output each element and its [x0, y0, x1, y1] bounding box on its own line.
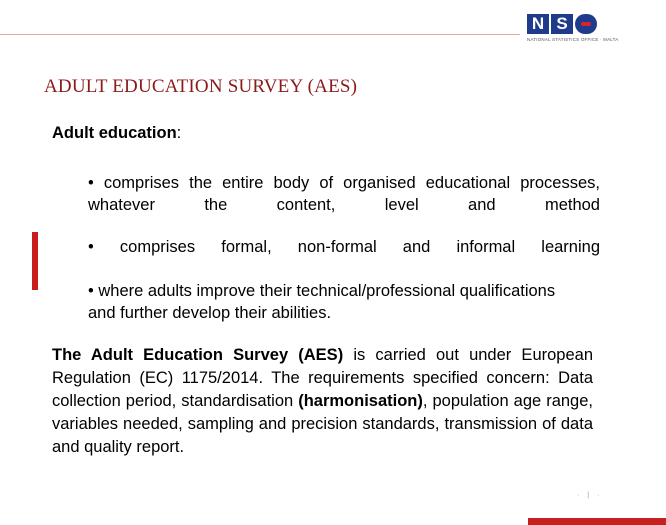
slide-title: ADULT EDUCATION SURVEY (AES)	[44, 76, 358, 97]
paragraph-text-2: , population age range, variables needed, sampling and precision standards, transmission of data and quality report.	[52, 392, 593, 456]
regulation-paragraph	[52, 344, 593, 459]
intro-colon: :	[176, 124, 182, 142]
nso-logo	[527, 14, 619, 50]
bullet-purpose-line2: and further develop their abilities.	[88, 304, 332, 322]
intro-heading	[52, 124, 181, 143]
bullet-definition-line1: • comprises the entire body of organised educational processes,	[88, 174, 600, 192]
bullet-definition	[88, 172, 600, 216]
footer-accent-bar	[528, 518, 666, 525]
header-rule	[0, 34, 520, 35]
page-indicator: · | ·	[577, 492, 603, 499]
bullet-learning-types: • comprises formal, non-formal and informal learning	[88, 238, 600, 256]
harmonisation-term: (harmonisation)	[298, 392, 423, 410]
logo-emblem-icon	[575, 14, 597, 34]
bullet-purpose-line1: • where adults improve their technical/professional qualifications	[88, 282, 556, 300]
intro-label: Adult education	[52, 124, 177, 142]
logo-letters	[527, 14, 609, 34]
logo-letter-n: N	[527, 14, 549, 34]
logo-letter-s: S	[551, 14, 573, 34]
survey-name: The Adult Education Survey (AES)	[52, 346, 344, 364]
bullet-purpose	[88, 280, 600, 324]
logo-tagline: NATIONAL STATISTICS OFFICE · MALTA	[527, 37, 619, 42]
paragraph-text-1: is carried out under European Regulation (EC) 1175/2014. The requirements specified concern: Data collection period, standardisation	[52, 346, 593, 410]
bullet-definition-line2: whatever the content, level and method	[88, 196, 600, 214]
accent-bar	[32, 232, 38, 290]
